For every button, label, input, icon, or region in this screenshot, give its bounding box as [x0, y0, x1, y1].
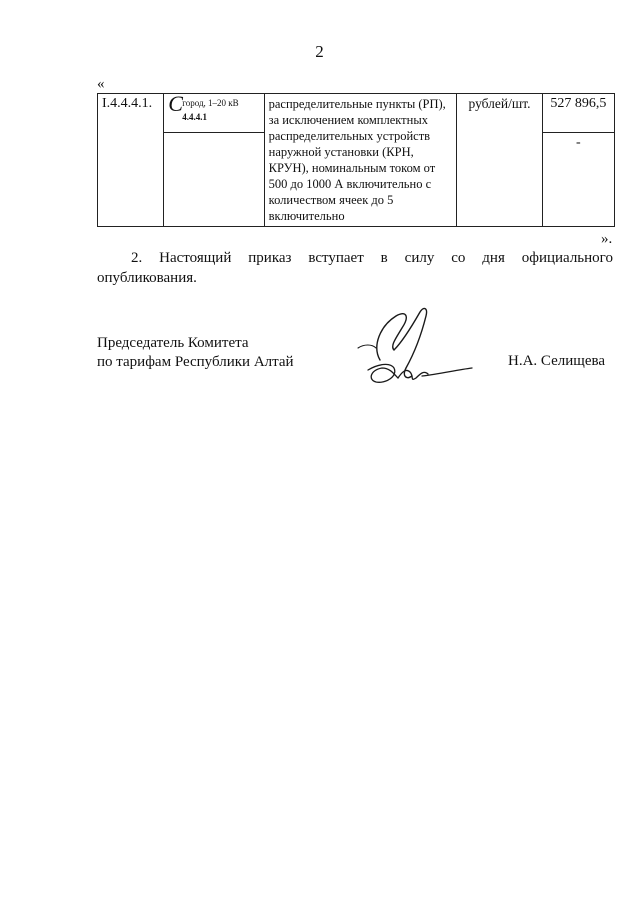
paragraph-word: со — [451, 250, 466, 266]
paragraph-line-1 — [97, 248, 613, 268]
tariff-table — [97, 93, 615, 227]
paragraph-word: силу — [404, 250, 435, 266]
paragraph-2 — [97, 248, 613, 288]
signatory-title-line-1: Председатель Комитета — [97, 335, 249, 351]
opening-quote: « — [97, 76, 105, 92]
paragraph-line-2: опубликования. — [97, 270, 197, 286]
paragraph-word: приказ — [248, 250, 292, 266]
row-value: 527 896,5 — [542, 94, 614, 133]
empty-symbol-cell — [164, 133, 264, 227]
paragraph-word: дня — [482, 250, 505, 266]
row-code: I.4.4.4.1. — [98, 94, 164, 227]
paragraph-word: вступает — [308, 250, 364, 266]
table-row — [98, 94, 615, 133]
paragraph-number: 2. — [131, 250, 143, 266]
signatory-name: Н.А. Селищева — [508, 353, 606, 369]
handwritten-signature — [350, 298, 475, 398]
page-number: 2 — [315, 42, 324, 61]
paragraph-word: официального — [521, 250, 613, 266]
rate-symbol-cell — [164, 91, 264, 133]
row-value-dash: - — [542, 133, 614, 227]
signatory-title — [97, 334, 294, 372]
signatory-title-line-2: по тарифам Республики Алтай — [97, 354, 294, 370]
row-description: распределительные пункты (РП), за исключением комплектных распределительных устройств наружной установки (КРН, КРУН), номинальным током от 500 до 1000 А включительно с количеством ячеек до 5 включительно — [264, 94, 457, 227]
rate-formula — [168, 91, 259, 126]
formula-superscript: город, 1–20 кВ — [182, 98, 239, 108]
closing-quote: ». — [601, 231, 613, 247]
paragraph-word: Настоящий — [159, 250, 232, 266]
row-unit: рублей/шт. — [457, 94, 542, 227]
formula-letter: C — [168, 91, 183, 116]
paragraph-word: в — [380, 250, 388, 266]
formula-subscript: 4.4.4.1 — [182, 112, 207, 122]
